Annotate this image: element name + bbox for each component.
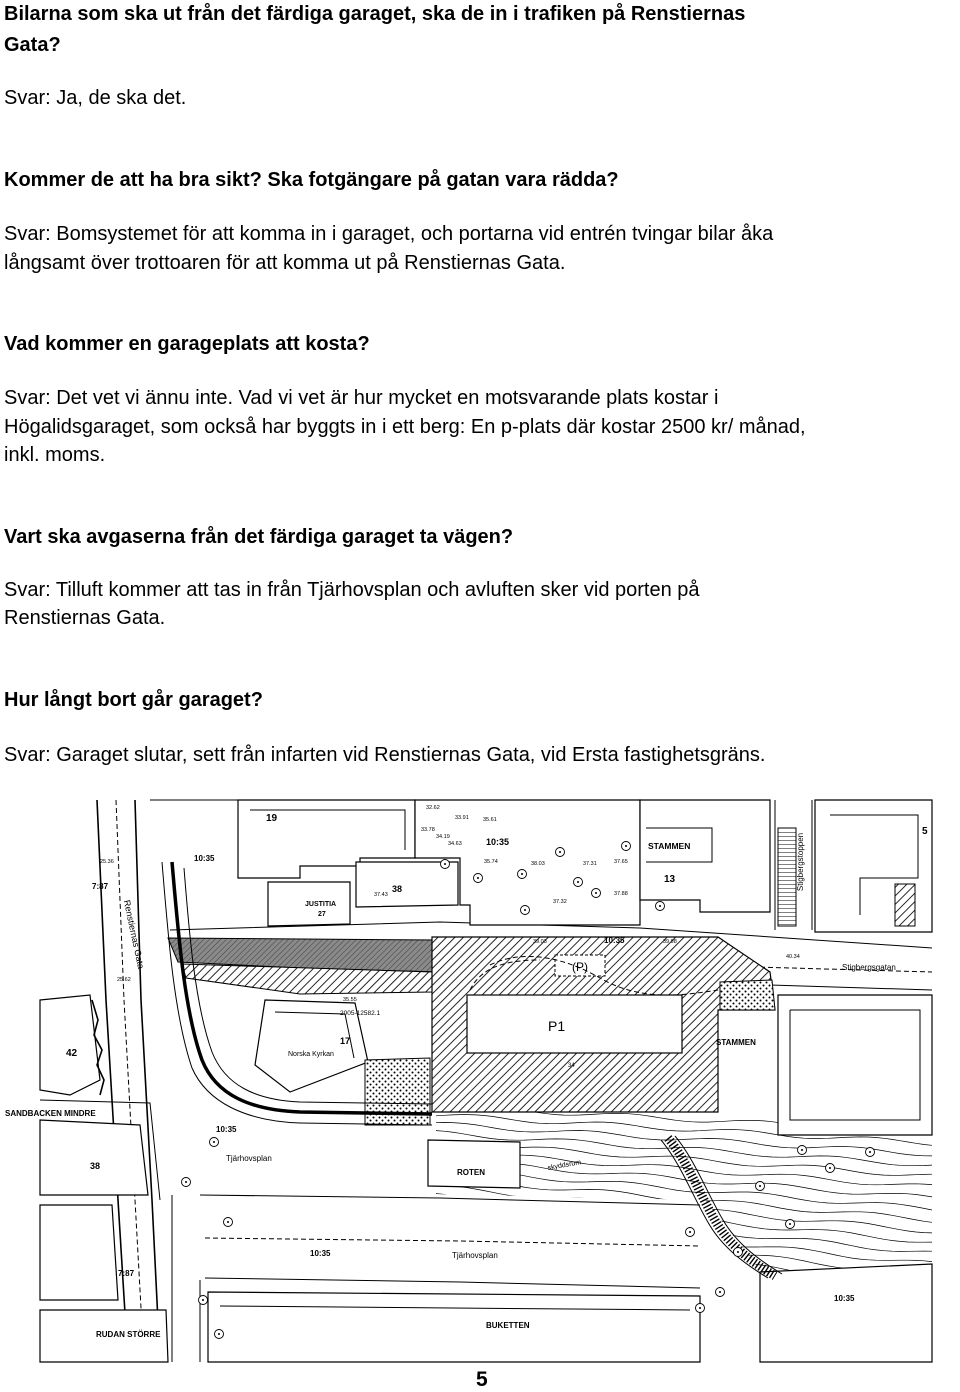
tree-center-dot [577, 881, 579, 883]
label-district-7-87-top: 7:87 [92, 882, 109, 891]
answer-5-line-1: Svar: Garaget slutar, sett från infarten vid Renstiernas Gata, vid Ersta fastighetsgräns. [4, 744, 766, 766]
spot-elevation: 33.91 [455, 815, 469, 821]
label-district-10-35-lower-left: 10:35 [216, 1125, 237, 1134]
label-block-19: 19 [266, 813, 278, 824]
question-4-line-1: Vart ska avgaserna från det färdiga garaget ta vägen? [4, 526, 514, 548]
tree-center-dot [595, 892, 597, 894]
label-stigbergstoppen: Stigbergstoppen [796, 832, 805, 892]
spot-elevation: 32.62 [426, 805, 440, 811]
label-district-7-87-bottom: 7:87 [118, 1269, 135, 1278]
spot-elevation: 37.88 [614, 891, 628, 897]
spot-elevation: 35.61 [483, 817, 497, 823]
label-buketten: BUKETTEN [486, 1321, 530, 1330]
contour-line [436, 1203, 932, 1251]
label-tjarhovsplan-upper: Tjärhovsplan [226, 1154, 272, 1163]
tree-center-dot [759, 1185, 761, 1187]
spot-elevation: 40.34 [786, 954, 800, 960]
label-block-17: 17 [340, 1036, 351, 1046]
label-block-34: 34 [568, 1063, 575, 1069]
tree-center-dot [689, 1231, 691, 1233]
buketten-block [208, 1292, 700, 1362]
tree-center-dot [699, 1307, 701, 1309]
stair-ramp [661, 1136, 782, 1278]
label-parking-p: (P) [572, 960, 588, 974]
contour-line [436, 1186, 932, 1233]
label-block-42: 42 [66, 1048, 78, 1059]
garage-and-tunnel [168, 937, 775, 1112]
stammen-top-building [640, 800, 770, 912]
contour-line [436, 1225, 932, 1274]
tree-center-dot [444, 863, 446, 865]
label-justitia-27: 27 [318, 911, 326, 918]
spot-elevation: 39.98 [663, 939, 677, 945]
label-norska-kyrkan: Norska Kyrkan [288, 1051, 334, 1058]
tree-center-dot [801, 1149, 803, 1151]
tjarhovsplan-south-edge [205, 1278, 700, 1288]
answer-3-line-3: inkl. moms. [4, 444, 106, 466]
tree-center-dot [185, 1181, 187, 1183]
label-rudan-storre: RUDAN STÖRRE [96, 1330, 161, 1339]
tree-center-dot [524, 909, 526, 911]
site-plan-map [0, 790, 960, 1368]
spot-elevation: 34.19 [436, 834, 450, 840]
tree-center-dot [737, 1251, 739, 1253]
answer-2-line-2: långsamt över trottoaren för att komma ut på Renstiernas Gata. [4, 252, 566, 274]
answer-3-line-2: Högalidsgaraget, som också har byggts in i ett berg: En p-plats där kostar 2500 kr/ månad, [4, 416, 806, 438]
tree-center-dot [625, 845, 627, 847]
block-42-outline [40, 995, 100, 1095]
spot-elevation: 25.36 [100, 859, 114, 865]
contour-line [436, 1194, 932, 1243]
label-district-10-35-bottom: 10:35 [310, 1249, 331, 1258]
label-block-38-top: 38 [392, 884, 403, 894]
spot-elevation: 34.63 [448, 841, 462, 847]
tree-center-dot [559, 851, 561, 853]
tree-center-dot [829, 1167, 831, 1169]
tree-center-dot [789, 1223, 791, 1225]
tree-center-dot [521, 873, 523, 875]
spot-elevation: 35.74 [484, 859, 498, 865]
answer-2-line-1: Svar: Bomsystemet för att komma in i garaget, och portarna vid entrén tvingar bilar åka [4, 223, 774, 245]
page-number: 5 [476, 1368, 488, 1391]
block-7-87-bottom-outline [40, 1205, 118, 1300]
tjarhovsplan-north-edge [200, 1195, 700, 1205]
label-district-10-35-mid: 10:35 [604, 936, 625, 945]
tree-center-dot [869, 1151, 871, 1153]
label-stammen-top: STAMMEN [648, 841, 691, 851]
question-1-line-2: Gata? [4, 34, 61, 56]
label-renstiernas-gata: Renstiernas Gata [121, 899, 147, 970]
stammen-right-building [778, 995, 932, 1135]
spot-elevation: 37.43 [374, 892, 388, 898]
garage-p1-hall [467, 995, 682, 1053]
tree-center-dot [659, 905, 661, 907]
label-plan-number: 2005-12582.1 [340, 1010, 381, 1017]
roten-building [428, 1140, 520, 1188]
tree-center-dot [218, 1333, 220, 1335]
label-roten: ROTEN [457, 1168, 485, 1177]
garage-portal-stipple [720, 980, 775, 1010]
stigbergsgatan-south-edge [770, 985, 932, 990]
label-block-38-left: 38 [90, 1161, 101, 1171]
label-district-10-35-left: 10:35 [194, 854, 215, 863]
label-district-10-35-right: 10:35 [834, 1294, 855, 1303]
label-stigbergsgatan: Stigbergsgatan [842, 963, 896, 972]
stigbergstoppen-stairs [778, 828, 796, 926]
contour-line [436, 1214, 932, 1261]
answer-1-line-1: Svar: Ja, de ska det. [4, 87, 187, 109]
tree-center-dot [213, 1141, 215, 1143]
spot-elevation: 37.32 [553, 899, 567, 905]
spot-elevation: 37.65 [614, 859, 628, 865]
label-tjarhovsplan-lower: Tjärhovsplan [452, 1251, 498, 1260]
block-5-hatched-building [895, 884, 915, 926]
lower-right-block [760, 1264, 932, 1362]
label-skyddsrum: skyddsrum [547, 1159, 582, 1172]
spot-elevation: 37.31 [583, 861, 597, 867]
tjarhovsplan-centerline [205, 1238, 700, 1246]
tree-center-dot [719, 1291, 721, 1293]
question-2-line-1: Kommer de att ha bra sikt? Ska fotgängare på gatan vara rädda? [4, 169, 619, 191]
tree-center-dot [202, 1299, 204, 1301]
label-district-10-35-top: 10:35 [486, 837, 510, 847]
question-3-line-1: Vad kommer en garageplats att kosta? [4, 333, 370, 355]
question-1-line-1: Bilarna som ska ut från det färdiga garaget, ska de in i trafiken på Renstiernas [4, 3, 746, 25]
label-sandbacken-mindre: SANDBACKEN MINDRE [5, 1109, 96, 1118]
spot-elevation: 33.78 [421, 827, 435, 833]
tree-center-dot [477, 877, 479, 879]
question-5-line-1: Hur långt bort går garaget? [4, 689, 263, 711]
block-38-outline [356, 862, 458, 907]
label-justitia: JUSTITIA [305, 901, 337, 908]
answer-4-line-2: Renstiernas Gata. [4, 607, 166, 629]
answer-3-line-1: Svar: Det vet vi ännu inte. Vad vi vet är hur mycket en motsvarande plats kostar i [4, 387, 719, 409]
block-38-left-outline [40, 1120, 148, 1195]
label-stammen-right: STAMMEN [716, 1038, 756, 1047]
answer-4-line-1: Svar: Tilluft kommer att tas in från Tjärhovsplan och avluften sker vid porten på [4, 579, 700, 601]
renstiernas-gata-east-edge [135, 800, 160, 1362]
label-garage-p1: P1 [548, 1018, 566, 1034]
label-block-5: 5 [922, 826, 928, 837]
spot-elevation: 39.03 [533, 939, 547, 945]
spot-elevation: 35.55 [343, 997, 357, 1003]
label-block-13: 13 [664, 874, 676, 885]
spot-elevation: 25.62 [117, 977, 131, 983]
tree-center-dot [227, 1221, 229, 1223]
spot-elevation: 38.03 [531, 861, 545, 867]
